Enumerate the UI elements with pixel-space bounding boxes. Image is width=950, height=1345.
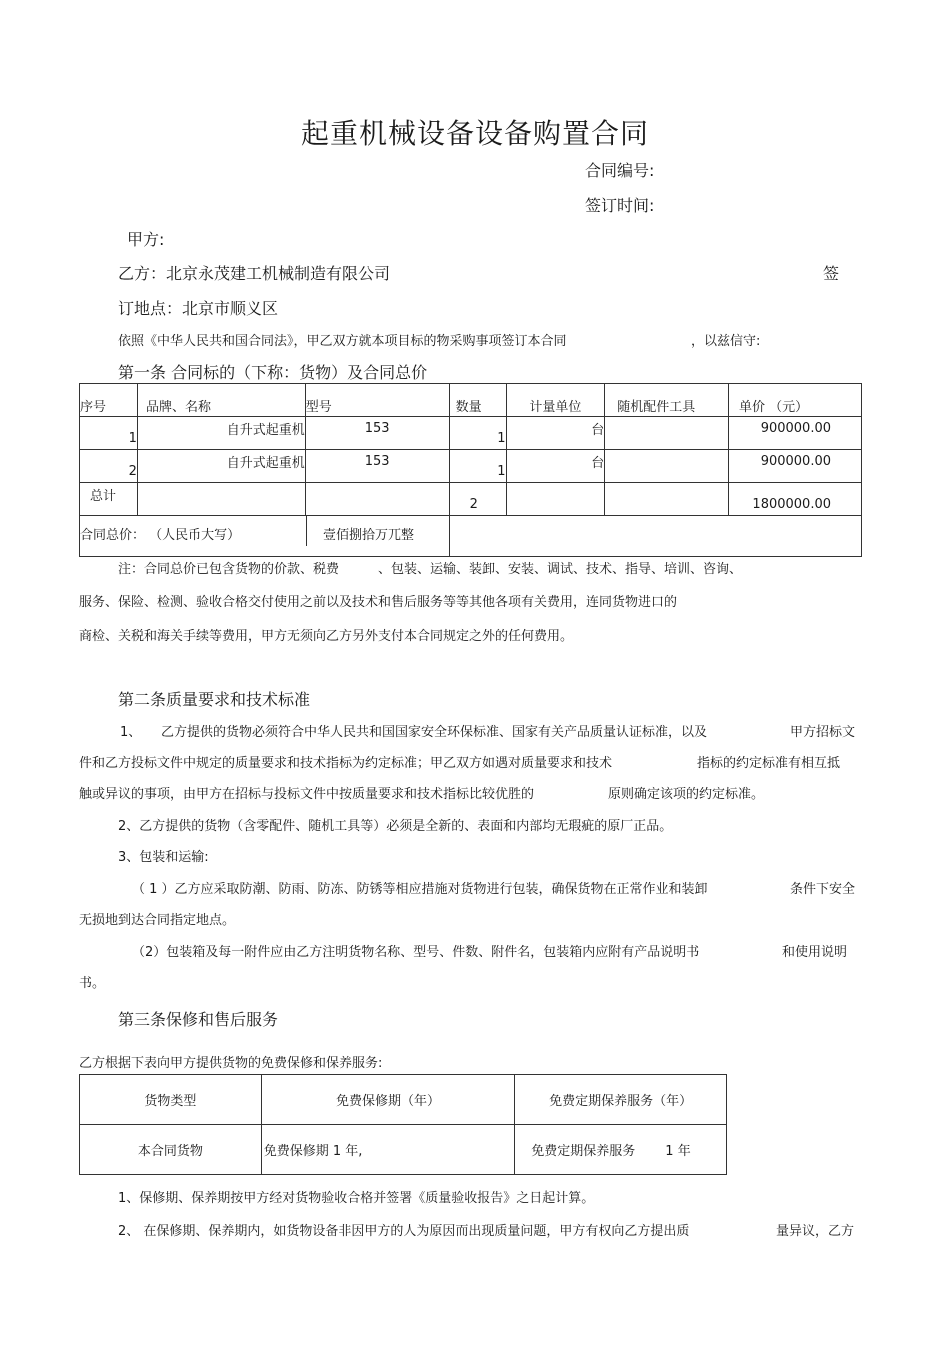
row-price: 900000.00: [729, 450, 862, 483]
basis-text-tail: ，以兹信守:: [691, 334, 761, 349]
a3-p1: 1、保修期、保养期按甲方经对货物验收合格并签署《质量验收报告》之日起计算。: [118, 1191, 595, 1206]
row-price: 900000.00: [729, 417, 862, 450]
note-line-1: 注：合同总价已包含货物的价款、税费: [118, 562, 340, 577]
total-label: 总计: [80, 483, 138, 516]
a2-p3: 3、包装和运输:: [118, 850, 209, 865]
goods-type: 本合同货物: [80, 1125, 262, 1175]
basis-text: 依照《中华人民共和国合同法》，甲乙双方就本项目标的物采购事项签订本合同: [118, 334, 567, 349]
a2-p1-line2-tail: 指标的约定标准有相互抵: [697, 756, 841, 771]
table-row: [80, 450, 862, 483]
a2-p2: 2、乙方提供的货物（含零配件、随机工具等）必须是全新的、表面和内部均无瑕疵的原厂正品。: [118, 819, 673, 834]
row-unit: 台: [506, 450, 605, 483]
service-period: 免费定期保养服务 1 年: [515, 1125, 727, 1175]
header-cell: 序号: [80, 384, 138, 417]
article1-title: 第一条 合同标的（下称：货物）及合同总价: [118, 363, 428, 382]
warranty-period: 免费保修期 1 年,: [261, 1125, 515, 1175]
header-cell: 品牌、名称: [137, 384, 305, 417]
a2-p1-line1: 乙方提供的货物必须符合中华人民共和国国家安全环保标准、国家有关产品质量认证标准，以及: [161, 725, 708, 740]
service-table-header: [80, 1075, 727, 1125]
header-cell: 免费定期保养服务（年）: [515, 1075, 727, 1125]
row-accessory: [605, 450, 729, 483]
a2-p1-line1-tail: 甲方招标文: [790, 725, 856, 740]
row-accessory: [605, 417, 729, 450]
page-title: 起重机械设备设备购置合同: [300, 117, 649, 150]
contract-sum-label: 合同总价： （人民币大写） 壹佰捌拾万兀整: [80, 516, 450, 557]
header-cell: 数量: [449, 384, 506, 417]
header-cell: 随机配件工具: [605, 384, 729, 417]
party-b-label: 乙方：北京永茂建工机械制造有限公司: [118, 264, 391, 283]
a2-p5-line1-tail: 和使用说明: [782, 945, 848, 960]
note-line-2: 服务、保险、检测、验收合格交付使用之前以及技术和售后服务等等其他各项有关费用，连同货物进口的: [79, 595, 678, 610]
article3-title: 第三条保修和售后服务: [118, 1010, 279, 1029]
a2-p1-line3-tail: 原则确定该项的约定标准。: [608, 787, 765, 802]
party-a-label: 甲方:: [127, 230, 165, 249]
total-row: [80, 483, 862, 516]
a2-p5-line1: （2）包装箱及每一附件应由乙方注明货物名称、型号、件数、附件名，包装箱内应附有产品说明书: [132, 945, 700, 960]
a2-p4-line2: 无损地到达合同指定地点。: [79, 913, 236, 928]
a2-p5-line2: 书。: [79, 976, 106, 991]
a2-p1-num: 1、: [120, 725, 142, 740]
a2-p1-line2: 件和乙方投标文件中规定的质量要求和技术指标为约定标准；甲乙双方如遇对质量要求和技术: [79, 756, 613, 771]
contract-sum-row: [80, 516, 862, 557]
row-model: 153: [305, 417, 449, 450]
a3-p2-tail: 量异议，乙方: [776, 1224, 855, 1239]
contract-no-label: 合同编号:: [585, 161, 655, 180]
a2-p1-line3: 触或异议的事项，由甲方在招标与投标文件中按质量要求和技术指标比较优胜的: [79, 787, 535, 802]
note-line-3: 商检、关税和海关手续等费用，甲方无须向乙方另外支付本合同规定之外的任何费用。: [79, 629, 574, 644]
header-cell: 型号: [305, 384, 449, 417]
a3-p2: 2、 在保修期、保养期内，如货物设备非因甲方的人为原因而出现质量问题，甲方有权向乙方提出质: [118, 1224, 690, 1239]
row-model: 153: [305, 450, 449, 483]
a2-p4-line1: （ 1 ）乙方应采取防潮、防雨、防冻、防锈等相应措施对货物进行包装，确保货物在正常作业和装卸: [132, 882, 708, 897]
service-table: [79, 1074, 727, 1175]
table-row: [80, 417, 862, 450]
header-cell: 货物类型: [80, 1075, 262, 1125]
a2-p4-line1-tail: 条件下安全: [790, 882, 856, 897]
row-no: 2: [80, 450, 138, 483]
total-price: 1800000.00: [729, 483, 862, 516]
goods-table-header: [80, 384, 862, 417]
row-qty: 1: [449, 450, 506, 483]
header-cell: 免费保修期（年）: [261, 1075, 515, 1125]
goods-table: [79, 383, 862, 557]
row-name: 自升式起重机: [137, 450, 305, 483]
sign-char: 签: [823, 264, 840, 283]
total-qty: 2: [449, 483, 506, 516]
row-qty: 1: [449, 417, 506, 450]
row-name: 自升式起重机: [137, 417, 305, 450]
contract-sum-value: 壹佰捌拾万兀整: [323, 528, 415, 543]
a3-intro: 乙方根据下表向甲方提供货物的免费保修和保养服务:: [79, 1056, 383, 1071]
row-no: 1: [80, 417, 138, 450]
row-unit: 台: [506, 417, 605, 450]
sign-place: 订地点：北京市顺义区: [118, 299, 279, 318]
header-cell: 单价 （元）: [729, 384, 862, 417]
header-cell: 计量单位: [506, 384, 605, 417]
article2-title: 第二条质量要求和技术标准: [118, 690, 311, 709]
sign-time-label: 签订时间:: [585, 196, 655, 215]
note-line-1-tail: 、包装、运输、装卸、安装、调试、技术、指导、培训、咨询、: [378, 562, 743, 577]
table-row: [80, 1125, 727, 1175]
